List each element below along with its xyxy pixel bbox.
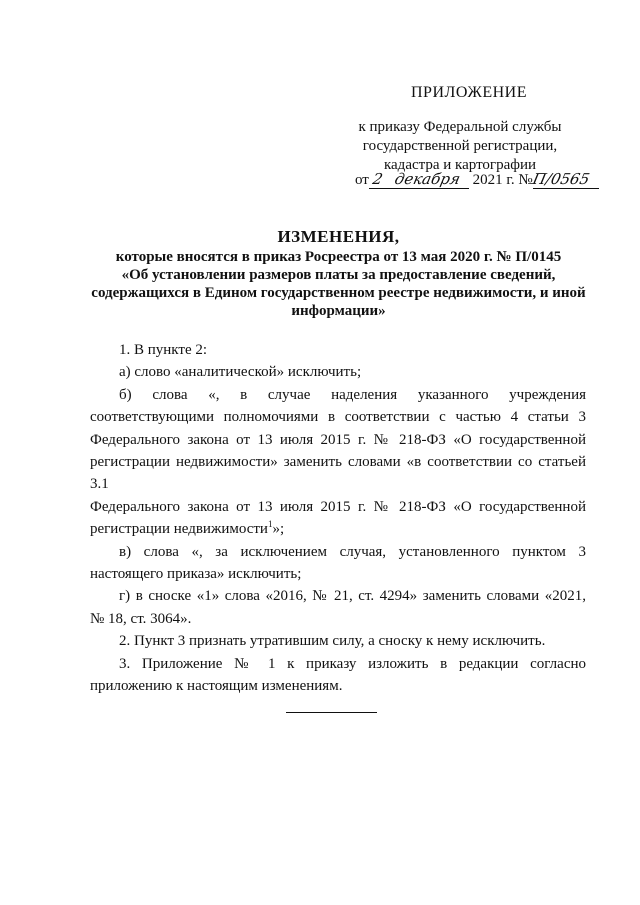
appendix-title: ПРИЛОЖЕНИЕ — [411, 84, 528, 101]
closing-rule — [286, 712, 377, 713]
paragraph-3-line: б) слова «, в случае наделения указанного учреждения — [119, 386, 586, 403]
heading-line: содержащихся в Едином государственном реестре недвижимости, и иной — [91, 285, 586, 301]
paragraph-2: а) слово «аналитической» исключить; — [119, 364, 362, 381]
paragraph-3-line: соответствующими полномочиями в соответствии с частью 4 статьи 3 — [90, 409, 586, 426]
appendix-ref-line: к приказу Федеральной службы — [358, 119, 562, 135]
heading-line: которые вносятся в приказ Росреестра от 13 мая 2020 г. № П/0145 — [115, 249, 562, 265]
paragraph-7-line: 3. Приложение № 1 к приказу изложить в редакции согласно — [119, 655, 586, 672]
paragraph-6: 2. Пункт 3 признать утратившим силу, а сноску к нему исключить. — [119, 633, 546, 650]
number-sign: № — [518, 172, 533, 188]
date-prefix: от — [355, 172, 369, 188]
paragraph-5-line: № 18, ст. 3064». — [90, 610, 192, 627]
paragraph-5-line: г) в сноске «1» слова «2016, № 21, ст. 4294» заменить словами «2021, — [119, 588, 586, 605]
appendix-reference — [340, 118, 580, 175]
heading-title: ИЗМЕНЕНИЯ, — [277, 227, 400, 246]
paragraph-3-line: Федерального закона от 13 июля 2015 г. № 218-ФЗ «О государственной — [90, 498, 586, 515]
document-heading — [86, 226, 591, 320]
appendix-ref-line: государственной регистрации, — [362, 138, 558, 154]
date-year: 2021 г. — [472, 172, 515, 188]
handwritten-month: декабря — [393, 170, 463, 188]
paragraph-3-line: Федерального закона от 13 июля 2015 г. № 218-ФЗ «О государственной — [90, 431, 586, 448]
handwritten-day: 2 — [371, 170, 385, 188]
heading-line: «Об установлении размеров платы за предоставление сведений, — [121, 267, 556, 283]
handwritten-doc-number: П/0565 — [530, 170, 591, 188]
heading-line: информации» — [291, 303, 386, 319]
paragraph-1: 1. В пункте 2: — [119, 342, 208, 358]
order-date-number — [355, 171, 599, 189]
appendix-ref-line: кадастра и картографии — [383, 157, 537, 173]
paragraph-3-line: регистрации недвижимости» заменить словами «в соответствии со статьей 3.1 — [90, 454, 586, 493]
paragraph-3-text: регистрации недвижимости — [90, 521, 268, 538]
paragraph-4-line: в) слова «, за исключением случая, установленного пунктом 3 — [119, 543, 586, 560]
document-body — [90, 339, 586, 698]
paragraph-4-line: настоящего приказа» исключить; — [90, 566, 302, 583]
paragraph-3-last-line — [90, 518, 586, 540]
footnote-marker: 1 — [267, 519, 273, 530]
paragraph-7-line: приложению к настоящим изменениям. — [90, 678, 343, 695]
paragraph-3-end: »; — [272, 521, 285, 538]
